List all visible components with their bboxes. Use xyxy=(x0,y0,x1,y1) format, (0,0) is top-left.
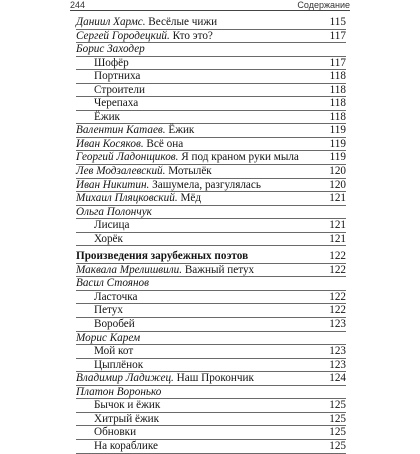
toc-entry-text xyxy=(76,372,254,386)
toc-entry xyxy=(76,359,346,373)
toc-entry xyxy=(76,165,346,179)
toc-author-name: Платон Воронько xyxy=(76,385,162,398)
toc-entry-text xyxy=(76,206,152,220)
toc-page-number: 118 xyxy=(329,83,346,96)
toc-page-number: 119 xyxy=(329,137,346,150)
toc-page-number: 125 xyxy=(329,399,346,412)
toc-entry xyxy=(76,124,346,138)
toc-work-title: Хитрый ёжик xyxy=(94,412,160,425)
toc-author-heading xyxy=(76,332,346,346)
toc-entry-text xyxy=(94,399,160,413)
toc-page-number: 121 xyxy=(329,219,346,232)
toc-work-title: Кто это? xyxy=(172,29,213,42)
section-title-text: Произведения зарубежных поэтов xyxy=(76,250,249,263)
toc-entry xyxy=(76,264,346,278)
toc-entry xyxy=(76,440,346,454)
toc-entry xyxy=(76,291,346,305)
toc-author-heading xyxy=(76,277,346,291)
toc-entry xyxy=(76,97,346,111)
toc-entry-text xyxy=(76,264,254,278)
toc-page-number: 119 xyxy=(329,151,346,164)
toc-work-title: Петух xyxy=(94,304,123,317)
toc-author-heading xyxy=(76,206,346,220)
toc-page-number: 122 xyxy=(329,250,346,263)
toc-author-name: Лев Модзалевский. xyxy=(76,165,166,178)
toc-page-number: 120 xyxy=(329,178,346,191)
toc-entry-text xyxy=(76,277,149,291)
toc-entry-text xyxy=(76,386,161,400)
toc-entry-text xyxy=(94,426,136,440)
toc-entry xyxy=(76,57,346,71)
toc-entry xyxy=(76,30,346,44)
toc-entry-text xyxy=(76,332,140,346)
toc-work-title: Ёжик xyxy=(168,124,195,137)
toc-page-number: 122 xyxy=(329,263,346,276)
toc-page-number: 125 xyxy=(329,412,346,425)
toc-author-name: Иван Косяков. xyxy=(76,137,144,150)
toc-entry xyxy=(76,138,346,152)
toc-author-name: Ольга Полончук xyxy=(76,205,152,218)
toc-entry-text xyxy=(76,179,261,193)
toc-entry xyxy=(76,318,346,332)
toc-row-rule xyxy=(76,453,346,454)
toc-entry xyxy=(76,179,346,193)
toc-page-number: 123 xyxy=(329,345,346,358)
toc-author-heading xyxy=(76,43,346,57)
toc-entry-text xyxy=(94,440,158,454)
toc-entry-text xyxy=(76,138,183,152)
toc-entry xyxy=(76,399,346,413)
toc-work-title: Наш Прокончик xyxy=(176,372,254,385)
toc-entry-text xyxy=(94,84,145,98)
toc-entry-text xyxy=(94,111,120,125)
page-number: 244 xyxy=(70,0,86,10)
toc-page-number: 123 xyxy=(329,318,346,331)
section-title: Содержание xyxy=(297,0,350,10)
toc-author-name: Даниил Хармс. xyxy=(76,16,146,28)
toc-page-number: 122 xyxy=(329,304,346,317)
toc-page-number: 120 xyxy=(329,165,346,178)
toc-entry-text xyxy=(94,233,123,247)
toc-work-title: Шофёр xyxy=(94,56,129,69)
toc-entry-text xyxy=(94,57,129,71)
toc-author-heading xyxy=(76,386,346,400)
toc-page-number: 115 xyxy=(329,16,346,28)
toc-entry-text xyxy=(76,151,299,165)
toc-work-title: Ёжик xyxy=(94,110,120,123)
toc-page-number: 117 xyxy=(329,56,346,69)
toc-work-title: Важный петух xyxy=(184,263,255,276)
toc-work-title: Лисица xyxy=(94,219,130,232)
toc-entry-text xyxy=(76,30,213,44)
toc-author-name: Морис Карем xyxy=(76,331,141,344)
table-of-contents xyxy=(76,16,346,454)
toc-work-title: Обновки xyxy=(94,426,137,439)
toc-page-number: 121 xyxy=(329,232,346,245)
toc-entry-text xyxy=(94,97,138,111)
toc-work-title: Всё она xyxy=(146,137,184,150)
toc-entry xyxy=(76,192,346,206)
toc-work-title: Я под краном руки мыла xyxy=(181,151,299,164)
toc-entry-text xyxy=(76,16,217,30)
toc-entry-text xyxy=(94,359,143,373)
header-rule xyxy=(70,10,350,11)
toc-entry xyxy=(76,111,346,125)
toc-entry xyxy=(76,16,346,30)
toc-page-number: 118 xyxy=(329,110,346,123)
toc-section-heading xyxy=(76,250,346,264)
toc-row-rule xyxy=(76,245,346,246)
toc-author-name: Иван Никитин. xyxy=(76,178,150,191)
toc-page-number: 117 xyxy=(329,29,346,42)
toc-page-number: 124 xyxy=(329,372,346,385)
toc-entry-text xyxy=(76,250,248,264)
toc-work-title: Черепаха xyxy=(94,97,139,110)
running-head xyxy=(70,0,350,10)
toc-work-title: Строители xyxy=(94,83,145,96)
toc-author-name: Георгий Ладонщиков. xyxy=(76,151,179,164)
toc-work-title: Цыплёнок xyxy=(94,358,144,371)
toc-entry-text xyxy=(76,192,201,206)
toc-author-name: Борис Заходер xyxy=(76,43,145,56)
toc-author-name: Михаил Пляцковский. xyxy=(76,192,178,205)
toc-entry xyxy=(76,233,346,247)
toc-entry-text xyxy=(94,291,137,305)
toc-entry-text xyxy=(94,304,123,318)
toc-work-title: Мотылёк xyxy=(168,165,212,178)
toc-author-name: Валентин Катаев. xyxy=(76,124,166,137)
toc-page-number: 125 xyxy=(329,426,346,439)
toc-work-title: Портниха xyxy=(94,70,141,83)
toc-entry xyxy=(76,304,346,318)
toc-entry-text xyxy=(94,318,135,332)
toc-entry xyxy=(76,345,346,359)
toc-work-title: На кораблике xyxy=(94,439,158,452)
toc-page-number: 121 xyxy=(329,192,346,205)
toc-page-number: 119 xyxy=(329,124,346,137)
toc-page-number: 125 xyxy=(329,439,346,452)
toc-author-name: Маквала Мрелишвили. xyxy=(76,263,183,276)
toc-work-title: Весёлые чижи xyxy=(148,16,218,28)
toc-author-name: Владимир Ладижец. xyxy=(76,372,174,385)
toc-page-number: 122 xyxy=(329,290,346,303)
toc-page-number: 123 xyxy=(329,358,346,371)
toc-page-number: 118 xyxy=(329,97,346,110)
toc-entry xyxy=(76,70,346,84)
toc-entry xyxy=(76,84,346,98)
toc-entry xyxy=(76,372,346,386)
toc-page-number: 118 xyxy=(329,70,346,83)
toc-author-name: Васил Стоянов xyxy=(76,277,150,290)
toc-work-title: Мёд xyxy=(180,192,202,205)
toc-work-title: Зашумела, разгулялась xyxy=(152,178,261,191)
toc-work-title: Хорёк xyxy=(94,232,123,245)
toc-entry xyxy=(76,219,346,233)
toc-work-title: Бычок и ёжик xyxy=(94,399,161,412)
toc-work-title: Воробей xyxy=(94,318,135,331)
toc-entry-text xyxy=(94,70,140,84)
toc-entry-text xyxy=(76,124,194,138)
toc-entry xyxy=(76,151,346,165)
toc-entry-text xyxy=(94,219,129,233)
toc-author-name: Сергей Городецкий. xyxy=(76,29,170,42)
toc-entry-text xyxy=(94,345,133,359)
toc-work-title: Мой кот xyxy=(94,345,134,358)
toc-entry-text xyxy=(76,43,145,57)
toc-work-title: Ласточка xyxy=(94,290,138,303)
toc-entry xyxy=(76,426,346,440)
toc-entry-text xyxy=(76,165,212,179)
